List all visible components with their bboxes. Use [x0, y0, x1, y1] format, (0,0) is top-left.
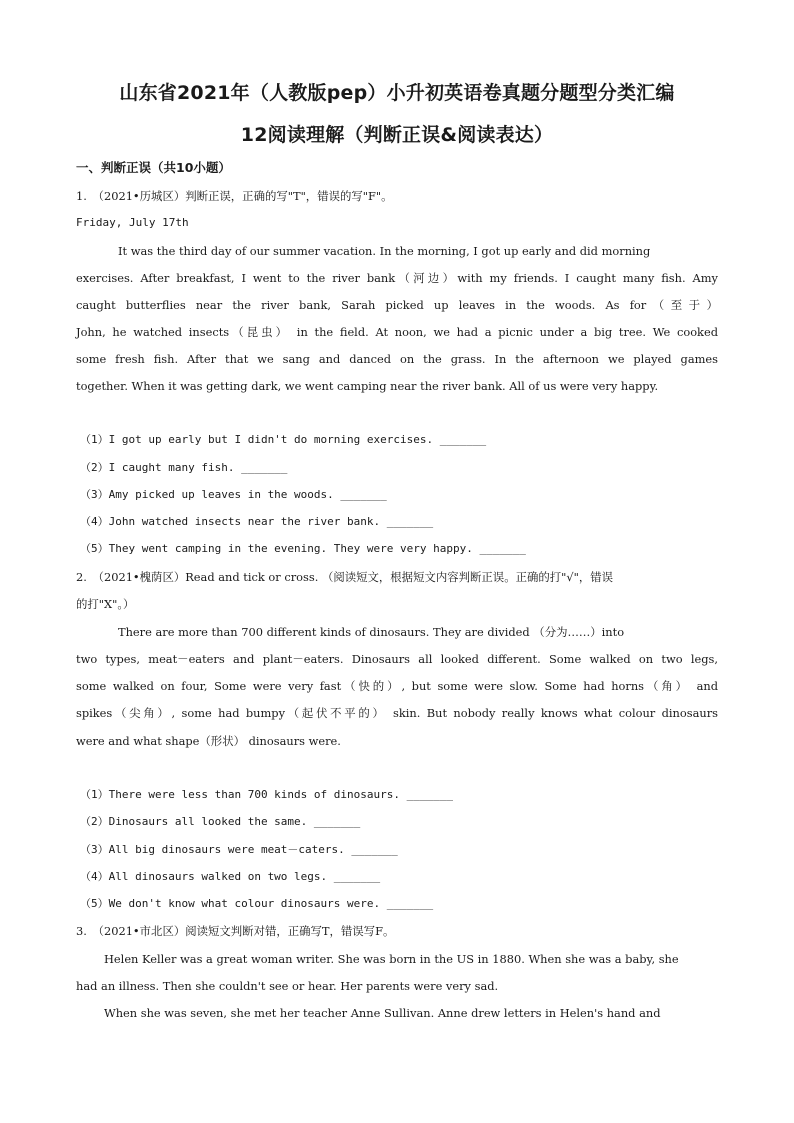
q1-passage-line: exercises. After breakfast, I went to the river bank（河边）with my friends. I caught many fish. Amy [76, 271, 718, 285]
q2-statement: （4）All dinosaurs walked on two legs. _______ [80, 870, 381, 883]
q1-statement: （4）John watched insects near the river bank. _______ [80, 515, 434, 528]
q2-statement: （5）We don't know what colour dinosaurs were. _______ [80, 897, 434, 910]
q2-statement: （3）All big dinosaurs were meat－caters. _______ [80, 843, 398, 856]
q1-passage-line: It was the third day of our summer vacation. In the morning, I got up early and did morning [118, 244, 651, 258]
q1-passage-line: together. When it was getting dark, we went camping near the river bank. All of us were very happy. [76, 379, 659, 393]
q3-passage-line: Helen Keller was a great woman writer. She was born in the US in 1880. When she was a baby, she [104, 952, 679, 966]
q3-instruction: 3. （2021•市北区）阅读短文判断对错，正确写T，错误写F。 [76, 924, 395, 938]
q1-statement: （1）I got up early but I didn't do morning exercises. _______ [80, 433, 487, 446]
q1-statement: （2）I caught many fish. _______ [80, 461, 288, 474]
q2-passage-line: There are more than 700 different kinds of dinosaurs. They are divided （分为……）into [118, 625, 625, 639]
q1-statement: （3）Amy picked up leaves in the woods. _______ [80, 488, 387, 501]
q1-instruction: 1. （2021•历城区）判断正误，正确的写"T"，错误的写"F"。 [76, 189, 393, 203]
document-title: 山东省2021年（人教版pep）小升初英语卷真题分题型分类汇编 [119, 82, 675, 104]
document-subtitle: 12阅读理解（判断正误&阅读表达） [240, 124, 554, 146]
q3-passage-line: When she was seven, she met her teacher Anne Sullivan. Anne drew letters in Helen's hand and [104, 1006, 661, 1020]
q2-instruction: 2. （2021•槐荫区）Read and tick or cross. （阅读短文，根据短文内容判断正误。正确的打"√"，错误 [76, 570, 614, 584]
q2-passage-line: some walked on four, Some were very fast（快的）, but some were slow. Some had horns（角） and [76, 679, 718, 693]
q1-statement: （5）They went camping in the evening. They were very happy. _______ [80, 542, 526, 555]
q2-instruction: 的打"X"。） [76, 597, 135, 611]
q2-passage-line: two types, meat－eaters and plant－eaters. Dinosaurs all looked different. Some walked on two legs, [76, 652, 718, 666]
q1-passage-line: caught butterflies near the river bank, Sarah picked up leaves in the woods. As for（至于） [76, 298, 718, 312]
q3-passage-line: had an illness. Then she couldn't see or hear. Her parents were very sad. [76, 979, 499, 993]
q2-passage-line: spikes（尖角）, some had bumpy（起伏不平的） skin. But nobody really knows what colour dinosaurs [76, 706, 718, 720]
q1-date: Friday, July 17th [76, 216, 189, 229]
q2-passage-line: were and what shape（形状） dinosaurs were. [76, 734, 341, 748]
q1-passage-line: some fresh fish. After that we sang and danced on the grass. In the afternoon we played games [76, 352, 718, 366]
section-heading: 一、判断正误（共10小题） [76, 160, 231, 175]
q2-statement: （2）Dinosaurs all looked the same. _______ [80, 815, 361, 828]
q2-statement: （1）There were less than 700 kinds of dinosaurs. _______ [80, 788, 453, 801]
q1-passage-line: John, he watched insects（昆虫） in the field. At noon, we had a picnic under a big tree. We cooked [76, 325, 718, 339]
